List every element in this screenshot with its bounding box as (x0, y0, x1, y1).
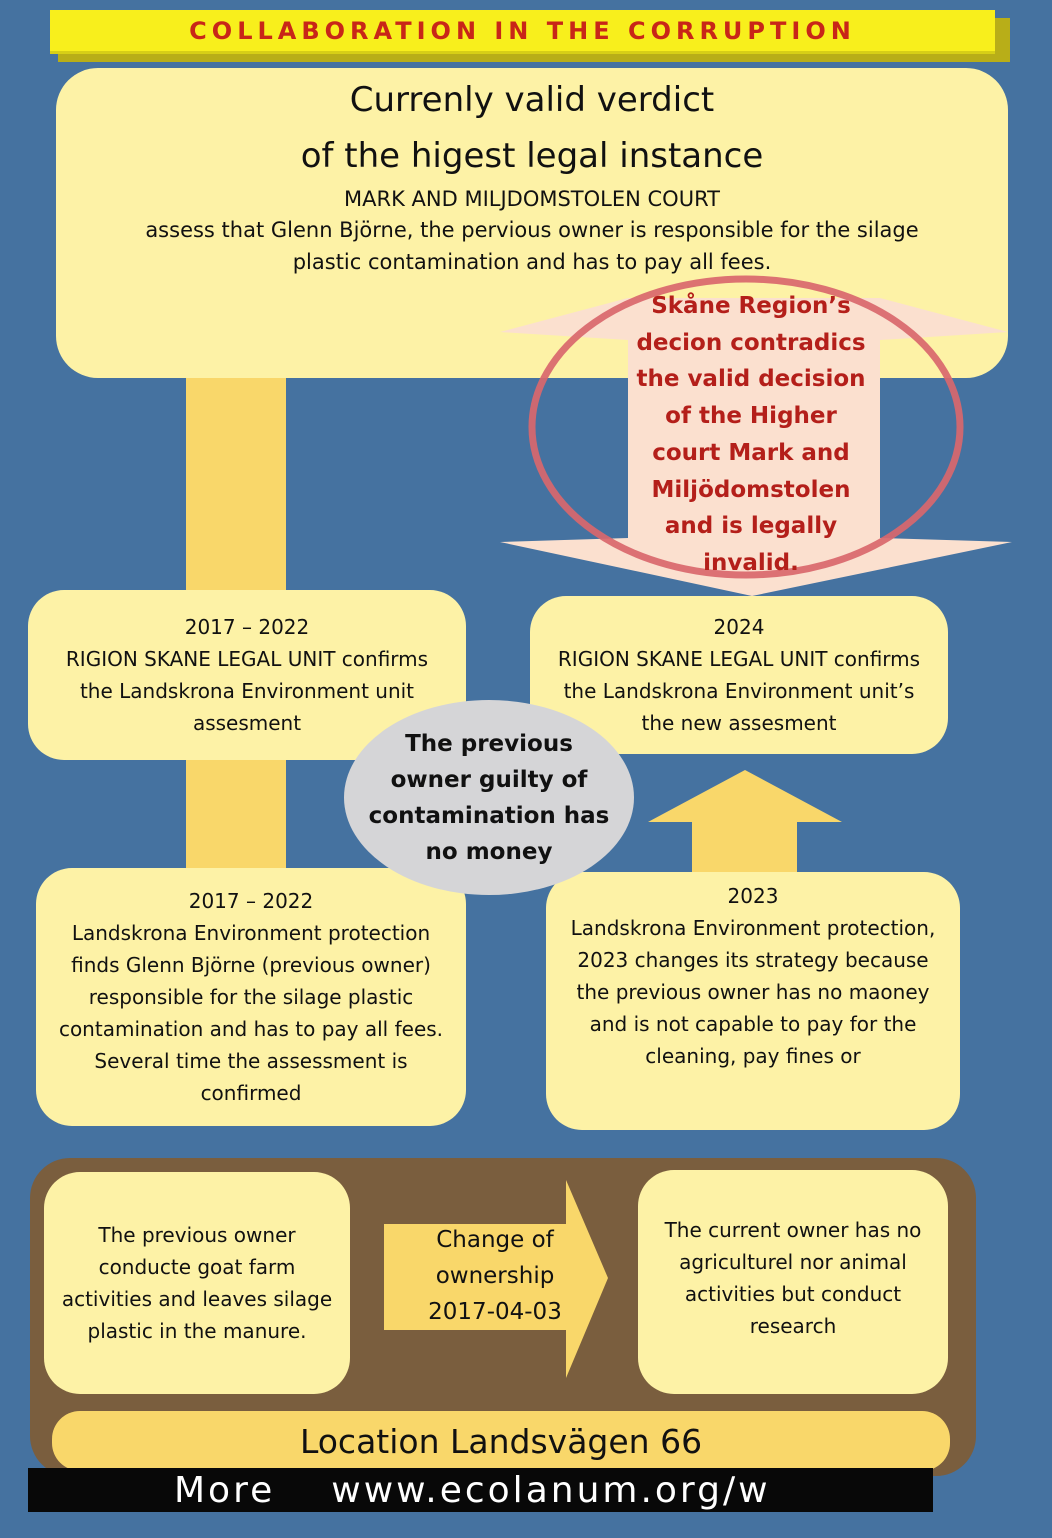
verdict-title-line-2: of the higest legal instance (300, 136, 764, 176)
contradiction-line-2: decion contradics (636, 329, 866, 356)
current-owner-line-4: research (749, 1314, 837, 1338)
banner-title: COLLABORATION IN THE CORRUPTION (189, 16, 856, 45)
contradiction-line-6: Miljödomstolen (651, 476, 851, 503)
current-owner-line-1: The current owner has no (664, 1218, 922, 1242)
contradiction-line-4: of the Higher (665, 403, 837, 430)
landskrona-2017-line-2: finds Glenn Björne (previous owner) (71, 953, 431, 977)
verdict-body-line-1: assess that Glenn Björne, the pervious owner is responsible for the silage (145, 218, 919, 242)
no-money-line-2: owner guilty of (390, 766, 588, 793)
no-money-line-3: contamination has (368, 802, 610, 829)
landskrona-2023-line-3: the previous owner has no maoney (576, 980, 930, 1004)
landskrona-2023-line-5: cleaning, pay fines or (645, 1044, 861, 1068)
location-text: Location Landsvägen 66 (299, 1421, 703, 1461)
contradiction-line-5: court Mark and (652, 439, 850, 466)
verdict-title-line-1: Currenly valid verdict (349, 80, 715, 120)
ownership-line-3: 2017-04-03 (428, 1299, 562, 1325)
landskrona-2017-line-6: confirmed (200, 1081, 302, 1105)
footer-bar (28, 1468, 933, 1512)
verdict-court: MARK AND MILJDOMSTOLEN COURT (344, 187, 720, 211)
landskrona-2023-year: 2023 (727, 884, 779, 908)
no-money-line-4: no money (425, 838, 553, 865)
previous-owner-line-3: activities and leaves silage (61, 1287, 333, 1311)
landskrona-2023-line-2: 2023 changes its strategy because (577, 948, 929, 972)
landskrona-2023-line-4: and is not capable to pay for the (589, 1012, 917, 1036)
landskrona-2017-line-4: contamination and has to pay all fees. (58, 1017, 444, 1041)
region-2024-line-1: RIGION SKANE LEGAL UNIT confirms (557, 647, 921, 671)
region-2024-line-3: the new assesment (641, 711, 837, 735)
landskrona-2017-year: 2017 – 2022 (188, 889, 314, 913)
location-bar (52, 1411, 950, 1471)
region-2024-line-2: the Landskrona Environment unit’s (563, 679, 915, 703)
previous-owner-line-1: The previous owner (98, 1223, 296, 1247)
current-owner-line-2: agriculturel nor animal (679, 1250, 907, 1274)
landskrona-2023-line-1: Landskrona Environment protection, (570, 916, 936, 940)
footer-more: More (174, 1469, 276, 1511)
landskrona-2017-line-3: responsible for the silage plastic (88, 985, 414, 1009)
current-owner-line-3: activities but conduct (684, 1282, 902, 1306)
contradiction-line-1: Skåne Region’s (651, 293, 851, 319)
region-2017-year: 2017 – 2022 (184, 615, 310, 639)
region-2017-line-1: RIGION SKANE LEGAL UNIT confirms (65, 647, 429, 671)
region-2024-year: 2024 (713, 615, 765, 639)
ownership-change-text (400, 1222, 590, 1330)
no-money-line-1: The previous (405, 730, 573, 757)
region-2017-line-3: assesment (192, 711, 302, 735)
verdict-body-line-2: plastic contamination and has to pay all fees. (292, 250, 772, 274)
contradiction-line-8: invalid. (703, 549, 799, 576)
region-2017-line-2: the Landskrona Environment unit (79, 679, 415, 703)
footer-url-link[interactable]: www.ecolanum.org/w (331, 1469, 771, 1511)
current-owner-box (638, 1170, 948, 1394)
previous-owner-line-4: plastic in the manure. (87, 1319, 307, 1343)
contradiction-line-3: the valid decision (636, 366, 866, 393)
ownership-line-1: Change of (436, 1227, 554, 1253)
landskrona-2017-line-1: Landskrona Environment protection (71, 921, 431, 945)
contradiction-line-7: and is legally (664, 513, 838, 540)
ownership-line-2: ownership (435, 1263, 555, 1289)
previous-owner-line-2: conducte goat farm (98, 1255, 296, 1279)
landskrona-2017-line-5: Several time the assessment is (94, 1049, 408, 1073)
